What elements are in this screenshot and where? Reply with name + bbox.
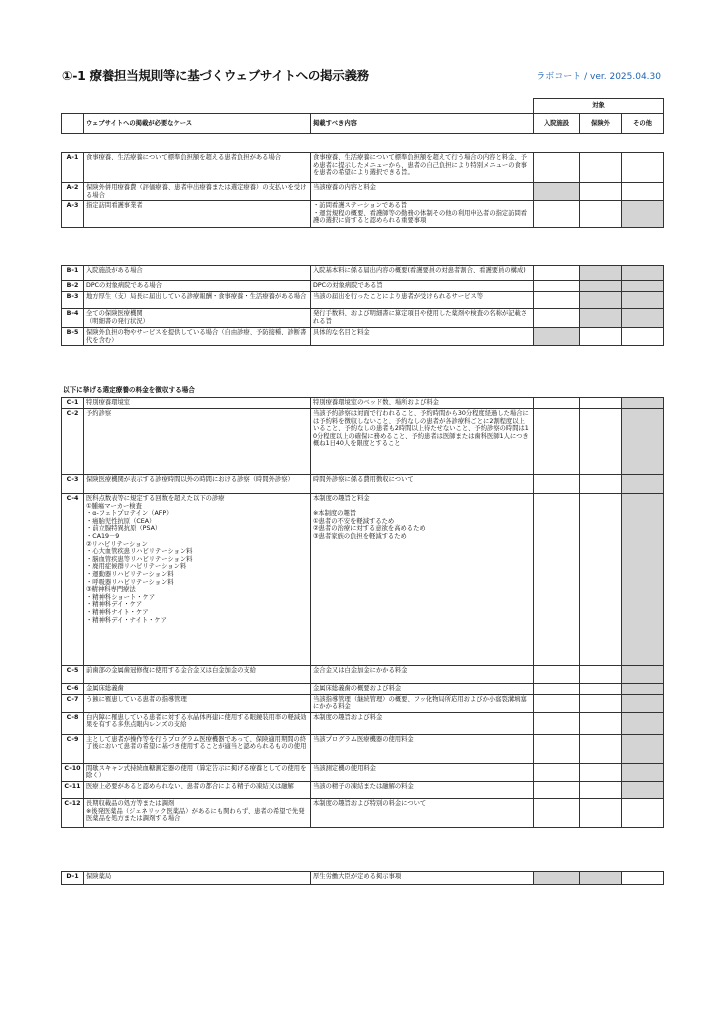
group-b-table xyxy=(61,265,664,346)
inpatient-cell xyxy=(534,409,580,475)
content-cell: 当該の精子の凍結または融解の料金 xyxy=(311,781,534,798)
non-insurance-cell xyxy=(580,694,622,712)
non-insurance-cell xyxy=(580,266,622,281)
content-header: 掲載すべき内容 xyxy=(311,114,534,134)
row-id: B-5 xyxy=(62,328,84,346)
table-row xyxy=(62,734,664,763)
target-header: 対象 xyxy=(534,99,664,114)
non-insurance-cell xyxy=(580,781,622,798)
content-cell: 当該プログラム医療機器の使用料金 xyxy=(311,734,534,763)
case-cell: 間歇スキャン式持続血糖測定器の使用（算定告示に掲げる療養としての使用を除く） xyxy=(84,763,311,781)
content-cell: 特別療養環境室のベッド数、場所および料金 xyxy=(311,398,534,409)
other-cell xyxy=(622,281,664,292)
content-cell: 当該予約診察は対面で行われること、予約時間から30分程度経過した場合には予約料を徴収しないこと、予約なしの患者が各診療科ごとに2割程度以上いること、予約なしの患者も2時間以上待たせないこと、予約診察の時間は10分程度以上の確保に務めること、予約患者は医師または歯科医師1人につき概ね1日40人を限度とすること xyxy=(311,409,534,475)
content-cell: 当該測定機の使用料金 xyxy=(311,763,534,781)
row-id: C-5 xyxy=(62,666,84,684)
case-cell: 前歯部の金属歯冠修復に使用する金合金又は白金加金の支給 xyxy=(84,666,311,684)
other-cell xyxy=(622,309,664,328)
content-cell: 具体的な名目と料金 xyxy=(311,328,534,346)
content-cell: 金合金又は白金加金にかかる料金 xyxy=(311,666,534,684)
table-row xyxy=(62,712,664,734)
row-id: D-1 xyxy=(62,872,84,885)
case-cell: 保険外併用療養費（評価療養、患者申出療養または選定療養）の支払いを受ける場合 xyxy=(84,183,311,201)
other-cell xyxy=(622,734,664,763)
table-row xyxy=(62,666,664,684)
row-id: C-12 xyxy=(62,798,84,827)
case-header: ウェブサイトへの掲載が必要なケース xyxy=(84,114,311,134)
header-table xyxy=(61,98,664,134)
row-id: C-10 xyxy=(62,763,84,781)
row-id: A-1 xyxy=(62,153,84,183)
other-cell xyxy=(622,712,664,734)
inpatient-cell xyxy=(534,266,580,281)
row-id: C-2 xyxy=(62,409,84,475)
case-cell: 食事療養、生活療養について標準負担額を超える患者負担がある場合 xyxy=(84,153,311,183)
table-row xyxy=(62,494,664,666)
table-row xyxy=(62,781,664,798)
inpatient-cell xyxy=(534,798,580,827)
table-row xyxy=(62,266,664,281)
other-cell xyxy=(622,292,664,309)
non-insurance-cell xyxy=(580,281,622,292)
case-cell: 保険薬局 xyxy=(84,872,311,885)
row-id: B-1 xyxy=(62,266,84,281)
group-d-table xyxy=(61,871,664,885)
case-cell: 長期収載品の処方等または調剤 ※後発医薬品（ジェネリック医薬品）があるにも関わらず、患者の希望で先発医薬品を処方または調剤する場合 xyxy=(84,798,311,827)
content-cell: 時間外診察に係る費用徴収について xyxy=(311,475,534,494)
row-id: C-4 xyxy=(62,494,84,666)
inpatient-cell xyxy=(534,494,580,666)
page-title: ①-1 療養担当規則等に基づくウェブサイトへの掲示義務 xyxy=(62,68,369,83)
inpatient-cell xyxy=(534,183,580,201)
table-row xyxy=(62,201,664,228)
non-insurance-cell xyxy=(580,183,622,201)
non-insurance-header: 保険外 xyxy=(580,114,622,134)
table-row xyxy=(62,763,664,781)
non-insurance-cell xyxy=(580,494,622,666)
other-header: その他 xyxy=(622,114,664,134)
inpatient-cell xyxy=(534,398,580,409)
case-cell: 医療上必要があると認められない、患者の都合による精子の凍結又は融解 xyxy=(84,781,311,798)
header-spacer xyxy=(84,99,311,114)
table-row xyxy=(62,684,664,695)
other-cell xyxy=(622,475,664,494)
content-cell: 金属床総義歯の概要および料金 xyxy=(311,684,534,695)
other-cell xyxy=(622,798,664,827)
other-cell xyxy=(622,153,664,183)
table-row xyxy=(62,694,664,712)
table-row xyxy=(62,292,664,309)
content-cell: 当該指導管理（継続管理）の概要、フッ化物局所応用およびか小窩裂溝填塞にかかる料金 xyxy=(311,694,534,712)
non-insurance-cell xyxy=(580,409,622,475)
other-cell xyxy=(622,872,664,885)
inpatient-cell xyxy=(534,763,580,781)
group-c-table xyxy=(61,397,664,828)
inpatient-cell xyxy=(534,694,580,712)
case-cell: 全ての保険医療機関 （明細書の発行状況） xyxy=(84,309,311,328)
case-cell: 医科点数表等に規定する回数を超えた以下の診療 ①腫瘍マーカー検査 ・α-フェトプロテイン（AFP） ・癌胎児性抗原（CEA） ・前立腺特異抗原（PSA） ・CA19－9 ②リハビリテーション ・心大血管疾患リハビリテーション料 ・脳血管疾患等リハビリテーション料 ・廃用症候群リハビリテーション料 ・運動器リハビリテーション料 ・呼吸器リハビリテーション料 ③精神科専門療法 ・精神科ショート・ケア ・精神科デイ・ケア ・精神科ナイト・ケア ・精神科デイ・ナイト・ケア xyxy=(84,494,311,666)
content-cell: 本制度の趣旨および料金 xyxy=(311,712,534,734)
other-cell xyxy=(622,409,664,475)
case-cell: 地方厚生（支）局長に届出している診療報酬・食事療養・生活療養がある場合 xyxy=(84,292,311,309)
inpatient-cell xyxy=(534,328,580,346)
row-id: B-2 xyxy=(62,281,84,292)
row-id: A-3 xyxy=(62,201,84,228)
table-row xyxy=(62,153,664,183)
non-insurance-cell xyxy=(580,475,622,494)
row-id: C-6 xyxy=(62,684,84,695)
row-id: C-3 xyxy=(62,475,84,494)
non-insurance-cell xyxy=(580,292,622,309)
case-cell: 金属床総義歯 xyxy=(84,684,311,695)
other-cell xyxy=(622,666,664,684)
section-c-title: 以下に挙げる選定療養の料金を徴収する場合 xyxy=(63,386,195,394)
non-insurance-cell xyxy=(580,201,622,228)
inpatient-cell xyxy=(534,309,580,328)
non-insurance-cell xyxy=(580,666,622,684)
inpatient-cell xyxy=(534,684,580,695)
non-insurance-cell xyxy=(580,872,622,885)
non-insurance-cell xyxy=(580,712,622,734)
table-row xyxy=(62,872,664,885)
content-cell: 本制度の趣旨と料金 ※本制度の趣旨 ①患者の不安を軽減するため ②患者の治療に対する意欲を高めるため ③患者家族の負担を軽減するため xyxy=(311,494,534,666)
case-cell: 予約診察 xyxy=(84,409,311,475)
inpatient-cell xyxy=(534,734,580,763)
case-cell: う蝕に罹患している患者の指導管理 xyxy=(84,694,311,712)
other-cell xyxy=(622,781,664,798)
table-row xyxy=(62,183,664,201)
non-insurance-cell xyxy=(580,153,622,183)
other-cell xyxy=(622,494,664,666)
row-id: C-1 xyxy=(62,398,84,409)
content-cell: DPCの対象病院である旨 xyxy=(311,281,534,292)
inpatient-cell xyxy=(534,712,580,734)
other-cell xyxy=(622,266,664,281)
inpatient-cell xyxy=(534,292,580,309)
other-cell xyxy=(622,694,664,712)
non-insurance-cell xyxy=(580,763,622,781)
other-cell xyxy=(622,398,664,409)
other-cell xyxy=(622,684,664,695)
row-id: C-8 xyxy=(62,712,84,734)
row-id: C-7 xyxy=(62,694,84,712)
row-id: B-4 xyxy=(62,309,84,328)
content-cell: 食事療養、生活療養について標準負担額を超えて行う場合の内容と料金、予め患者に提示したメニューから、患者の自己負担により特別メニューの食事を患者の希望により選択できる旨。 xyxy=(311,153,534,183)
case-cell: 保険医療機関が表示する診療時間以外の時間における診察（時間外診察） xyxy=(84,475,311,494)
case-cell: DPCの対象病院である場合 xyxy=(84,281,311,292)
group-a-table xyxy=(61,152,664,228)
inpatient-header: 入院施設 xyxy=(534,114,580,134)
other-cell xyxy=(622,763,664,781)
header-id-cell xyxy=(62,114,84,134)
header-spacer xyxy=(311,99,534,114)
case-cell: 主として患者が操作等を行うプログラム医療機器であって、保険適用期間の終了後において患者の希望に基づき使用することが適当と認められるものの使用 xyxy=(84,734,311,763)
non-insurance-cell xyxy=(580,798,622,827)
content-cell: 当該療養の内容と料金 xyxy=(311,183,534,201)
content-cell: 入院基本料に係る届出内容の概要(看護要員の対患者割合、看護要員の構成) xyxy=(311,266,534,281)
inpatient-cell xyxy=(534,872,580,885)
inpatient-cell xyxy=(534,201,580,228)
case-cell: 保険外負担の物やサービスを提供している場合（自由診療、予防接種、診断書代を含む） xyxy=(84,328,311,346)
header-spacer xyxy=(62,99,84,114)
table-row xyxy=(62,309,664,328)
table-row xyxy=(62,398,664,409)
table-row xyxy=(62,798,664,827)
inpatient-cell xyxy=(534,475,580,494)
other-cell xyxy=(622,328,664,346)
inpatient-cell xyxy=(534,666,580,684)
table-row xyxy=(62,409,664,475)
table-row xyxy=(62,475,664,494)
row-id: B-3 xyxy=(62,292,84,309)
case-cell: 指定訪問看護事業者 xyxy=(84,201,311,228)
inpatient-cell xyxy=(534,781,580,798)
content-cell: 厚生労働大臣が定める掲示事項 xyxy=(311,872,534,885)
other-cell xyxy=(622,183,664,201)
non-insurance-cell xyxy=(580,309,622,328)
row-id: C-11 xyxy=(62,781,84,798)
case-cell: 白内障に罹患している患者に対する水晶体再建に使用する眼鏡装用率の軽減効果を有する多焦点眼内レンズの支給 xyxy=(84,712,311,734)
other-cell xyxy=(622,201,664,228)
content-cell: 当該の届出を行ったことにより患者が受けられるサービス等 xyxy=(311,292,534,309)
row-id: A-2 xyxy=(62,183,84,201)
table-row xyxy=(62,281,664,292)
content-cell: ・訪問看護ステーションである旨 ・運営規程の概要、看護師等の勤務の体制その他の利用申込者の指定訪問看護の選択に資すると認められる重要事項 xyxy=(311,201,534,228)
non-insurance-cell xyxy=(580,684,622,695)
case-cell: 入院施設がある場合 xyxy=(84,266,311,281)
inpatient-cell xyxy=(534,281,580,292)
non-insurance-cell xyxy=(580,734,622,763)
non-insurance-cell xyxy=(580,328,622,346)
version-label: ラボコート / ver. 2025.04.30 xyxy=(536,72,661,82)
inpatient-cell xyxy=(534,153,580,183)
content-cell: 本制度の趣旨および特別の料金について xyxy=(311,798,534,827)
row-id: C-9 xyxy=(62,734,84,763)
case-cell: 特別療養環境室 xyxy=(84,398,311,409)
non-insurance-cell xyxy=(580,398,622,409)
content-cell: 発行手数料、および明細書に算定項目や使用した薬剤や検査の名称が記載される旨 xyxy=(311,309,534,328)
table-row xyxy=(62,328,664,346)
